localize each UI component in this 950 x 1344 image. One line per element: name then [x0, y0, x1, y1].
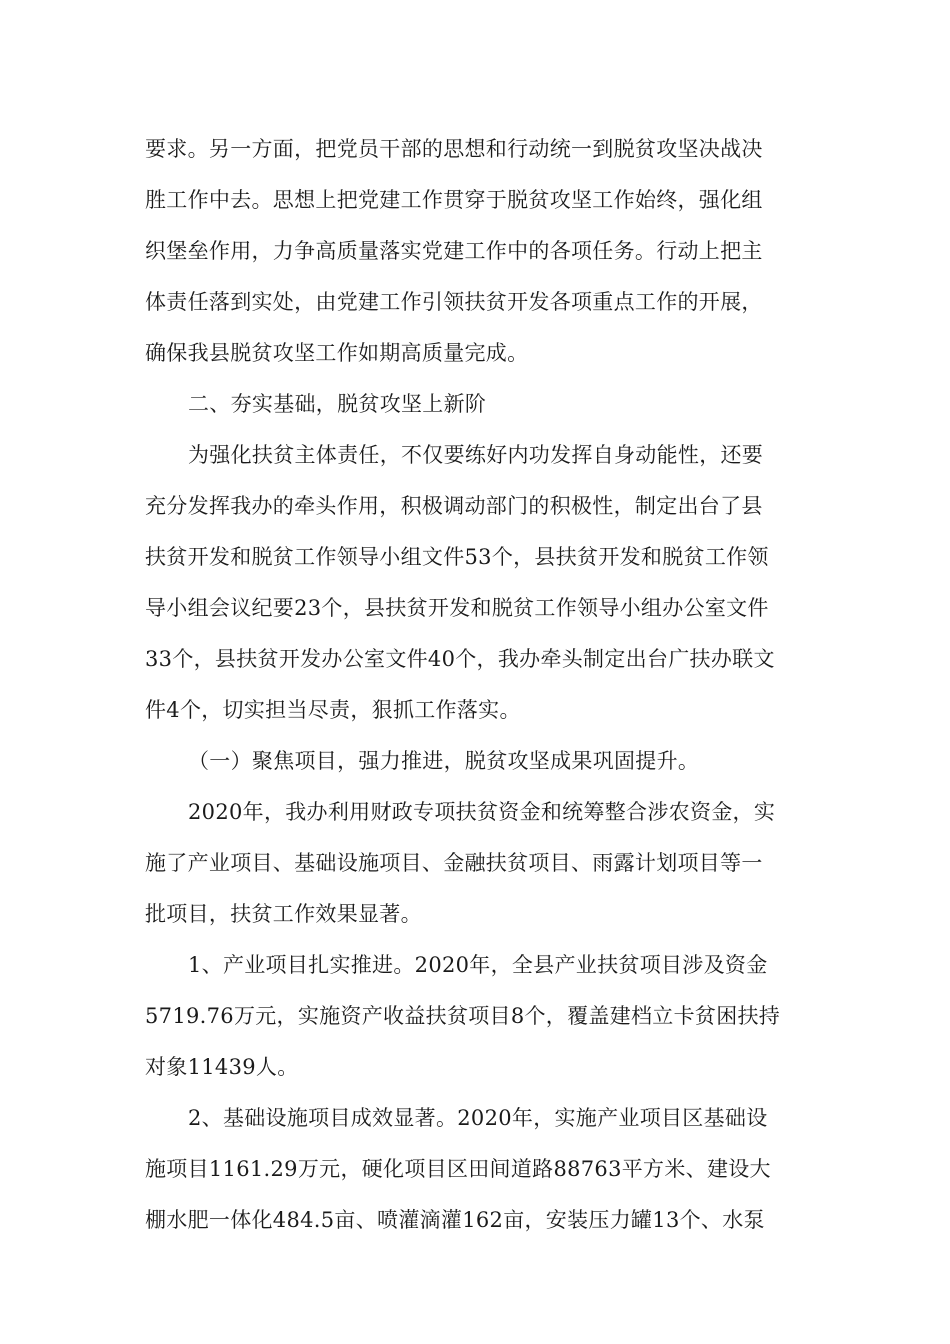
text-line-9: 扶贫开发和脱贫工作领导小组文件53个，县扶贫开发和脱贫工作领: [145, 545, 769, 569]
text-line-1: 要求。另一方面，把党员干部的思想和行动统一到脱贫攻坚决战决: [145, 137, 763, 161]
section-heading: 二、夯实基础，脱贫攻坚上新阶: [188, 392, 487, 416]
text-line-11: 33个，县扶贫开发办公室文件40个，我办牵头制定出台广扶办联文: [145, 647, 775, 671]
text-line-3: 织堡垒作用，力争高质量落实党建工作中的各项任务。行动上把主: [145, 239, 763, 263]
text-line-19: 对象11439人。: [145, 1055, 299, 1079]
text-line-4: 体责任落到实处，由党建工作引领扶贫开发各项重点工作的开展，: [145, 290, 763, 314]
text-line-10: 导小组会议纪要23个，县扶贫开发和脱贫工作领导小组办公室文件: [145, 596, 769, 620]
text-line-2: 胜工作中去。思想上把党建工作贯穿于脱贫攻坚工作始终，强化组: [145, 188, 763, 212]
text-line-14: 2020年，我办利用财政专项扶贫资金和统筹整合涉农资金，实: [188, 800, 776, 824]
text-line-17: 1、产业项目扎实推进。2020年，全县产业扶贫项目涉及资金: [188, 953, 768, 977]
subsection-heading: （一）聚焦项目，强力推进，脱贫攻坚成果巩固提升。: [188, 749, 700, 773]
text-line-8: 充分发挥我办的牵头作用，积极调动部门的积极性，制定出台了县: [145, 494, 763, 518]
text-line-5: 确保我县脱贫攻坚工作如期高质量完成。: [145, 341, 529, 365]
text-line-21: 施项目1161.29万元，硬化项目区田间道路88763平方米、建设大: [145, 1157, 771, 1181]
text-line-7: 为强化扶贫主体责任，不仅要练好内功发挥自身动能性，还要: [188, 443, 764, 467]
text-line-22: 棚水肥一体化484.5亩、喷灌滴灌162亩，安装压力罐13个、水泵: [145, 1208, 765, 1232]
text-line-16: 批项目，扶贫工作效果显著。: [145, 902, 422, 926]
text-line-20: 2、基础设施项目成效显著。2020年，实施产业项目区基础设: [188, 1106, 768, 1130]
text-line-15: 施了产业项目、基础设施项目、金融扶贫项目、雨露计划项目等一: [145, 851, 763, 875]
text-line-12: 件4个，切实担当尽责，狠抓工作落实。: [145, 698, 521, 722]
text-line-18: 5719.76万元，实施资产收益扶贫项目8个，覆盖建档立卡贫困扶持: [145, 1004, 781, 1028]
